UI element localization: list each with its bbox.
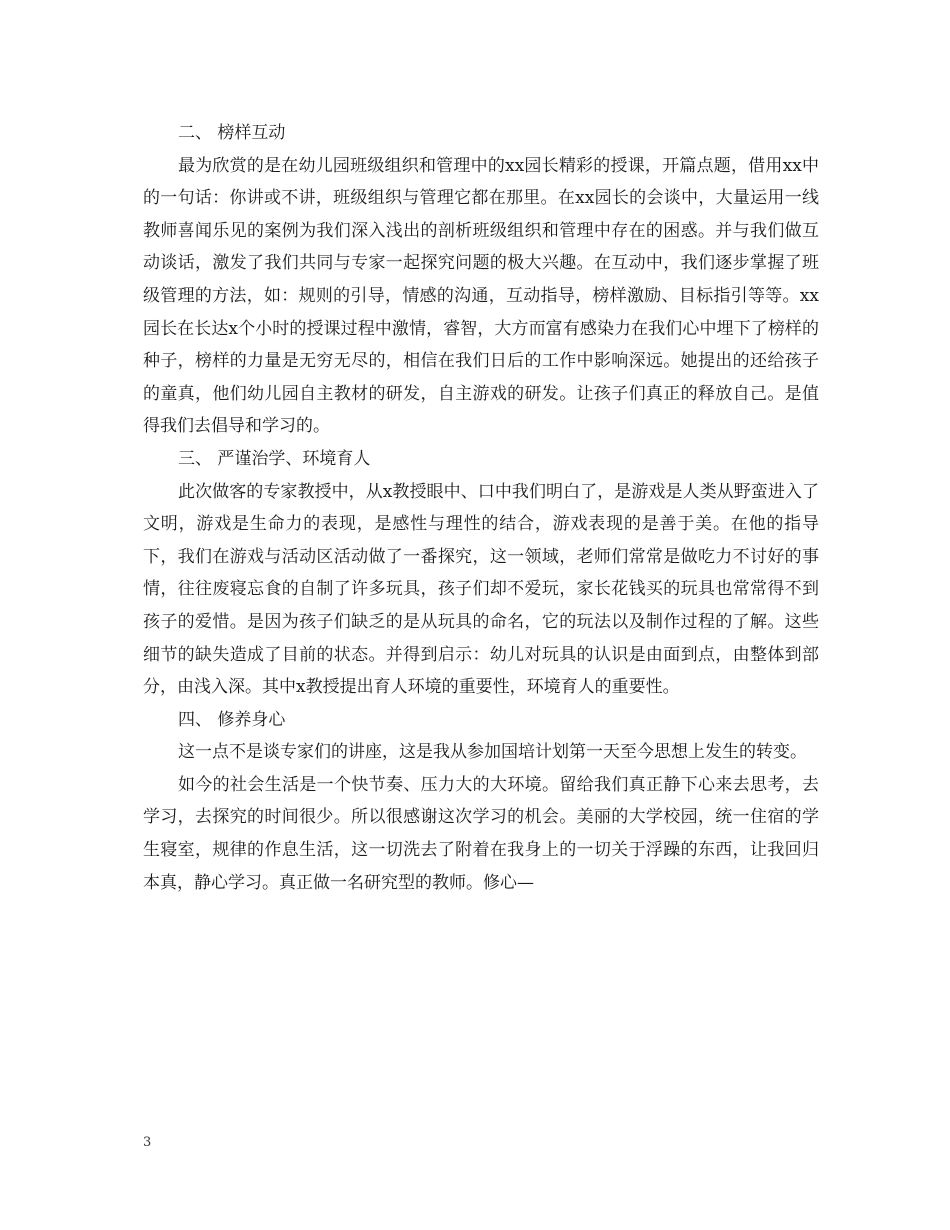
section-heading-3: 三、 严谨治学、环境育人 bbox=[178, 448, 371, 469]
page-number: 3 bbox=[143, 1135, 152, 1150]
section-heading-2: 二、 榜样互动 bbox=[178, 123, 286, 143]
document-body bbox=[143, 117, 819, 899]
paragraph-environment: 此次做客的专家教授中，从x教授眼中、口中我们明白了，是游戏是人类从野蛮进入了文明，游戏是生命力的表现，是感性与理性的结合，游戏表现的是善于美。在他的指导下，我们在游戏与活动区活动做了一番探究，这一领域，老师们常常是做吃力不讨好的事情，往往废寝忘食的自制了许多玩具，孩子们却不爱玩，家长花钱买的玩具也常常得不到孩子的爱惜。是因为孩子们缺乏的是从玩具的命名，它的玩法以及制作过程的了解。这些细节的缺失造成了目前的状态。并得到启示：幼儿对玩具的认识是由面到点，由整体到部分，由浅入深。其中x教授提出育人环境的重要性，环境育人的重要性。 bbox=[143, 481, 819, 698]
section-heading-4: 四、 修养身心 bbox=[178, 709, 286, 730]
paragraph-role-model: 最为欣赏的是在幼儿园班级组织和管理中的xx园长精彩的授课，开篇点题，借用xx中的一句话：你讲或不讲，班级组织与管理它都在那里。在xx园长的会谈中，大量运用一线教师喜闻乐见的案例为我们深入浅出的剖析班级组织和管理中存在的困惑。并与我们做互动谈话，激发了我们共同与专家一起探究问题的极大兴趣。在互动中，我们逐步掌握了班级管理的方法，如：规则的引导，情感的沟通，互动指导，榜样激励、目标指引等等。xx园长在长达x个小时的授课过程中激情，睿智，大方而富有感染力在我们心中埋下了榜样的种子，榜样的力量是无穷无尽的，相信在我们日后的工作中影响深远。她提出的还给孩子的童真，他们幼儿园自主教材的研发，自主游戏的研发。让孩子们真正的释放自己。是值得我们去倡导和学习的。 bbox=[143, 155, 819, 437]
paragraph-self-cultivation: 这一点不是谈专家们的讲座，这是我从参加国培计划第一天至今思想上发生的转变。 bbox=[178, 742, 807, 763]
paragraph-society: 如今的社会生活是一个快节奏、压力大的大环境。留给我们真正静下心来去思考，去学习，去探究的时间很少。所以很感谢这次学习的机会。美丽的大学校园，统一住宿的学生寝室，规律的作息生活，这一切洗去了附着在我身上的一切关于浮躁的东西，让我回归本真，静心学习。真正做一名研究型的教师。修心— bbox=[143, 774, 819, 893]
